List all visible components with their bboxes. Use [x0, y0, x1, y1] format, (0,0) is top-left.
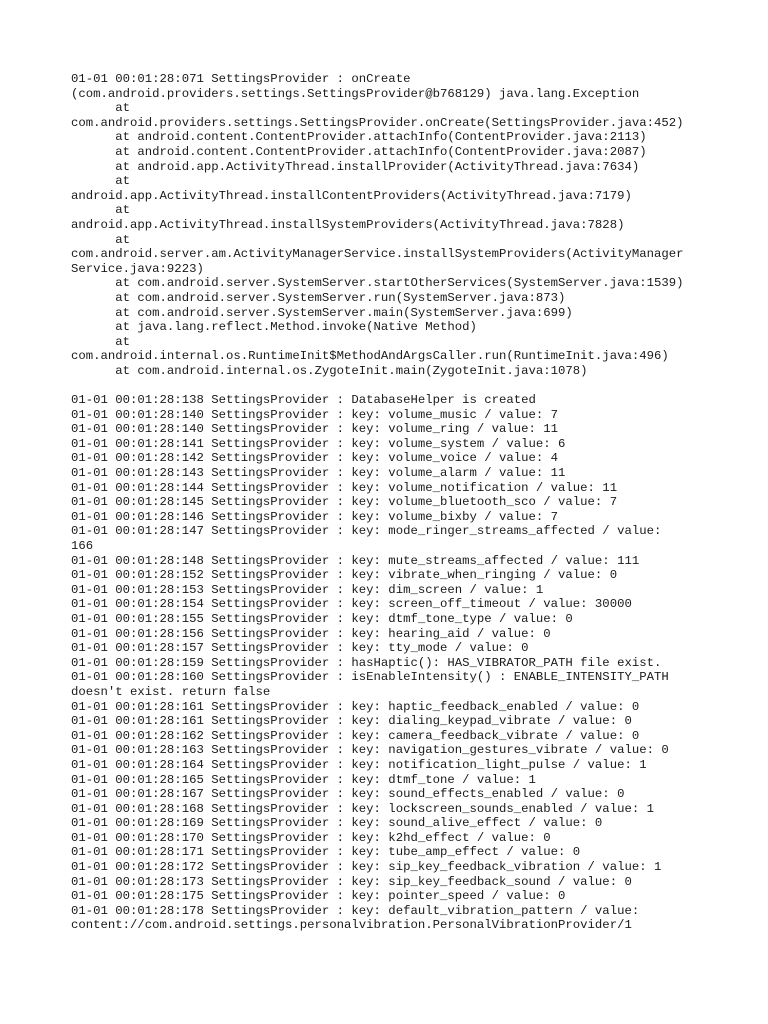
- log-line: 01-01 00:01:28:173 SettingsProvider : key: sip_key_feedback_sound / value: 0: [71, 874, 632, 889]
- log-line: 01-01 00:01:28:146 SettingsProvider : key: volume_bixby / value: 7: [71, 509, 559, 524]
- stack-trace-line: android.app.ActivityThread.installSystemProviders(ActivityThread.java:7828): [71, 217, 625, 232]
- stack-trace-line: com.android.providers.settings.SettingsProvider.onCreate(SettingsProvider.java:452): [71, 115, 684, 130]
- stack-trace-line: 01-01 00:01:28:071 SettingsProvider : onCreate: [71, 72, 411, 86]
- stack-trace-line: com.android.server.am.ActivityManagerService.installSystemProviders(ActivityManager: [71, 247, 684, 262]
- log-line: 01-01 00:01:28:148 SettingsProvider : key: mute_streams_affected / value: 111: [71, 553, 640, 568]
- stack-trace-line: at: [71, 232, 131, 247]
- log-line: 01-01 00:01:28:152 SettingsProvider : key: vibrate_when_ringing / value: 0: [71, 568, 618, 583]
- stack-trace-line: at android.content.ContentProvider.attachInfo(ContentProvider.java:2087): [71, 144, 647, 159]
- stack-trace-line: at com.android.server.SystemServer.run(SystemServer.java:873): [71, 290, 566, 305]
- stack-trace-line: (com.android.providers.settings.SettingsProvider@b768129) java.lang.Exception: [71, 86, 640, 101]
- log-line: 01-01 00:01:28:143 SettingsProvider : key: volume_alarm / value: 11: [71, 466, 566, 481]
- log-line: 01-01 00:01:28:178 SettingsProvider : key: default_vibration_pattern / value:: [71, 903, 640, 918]
- settings-log-entries: [71, 393, 711, 933]
- stack-trace-line: Service.java:9223): [71, 261, 204, 276]
- log-line: 01-01 00:01:28:162 SettingsProvider : key: camera_feedback_vibrate / value: 0: [71, 728, 640, 743]
- stack-trace-line: at com.android.server.SystemServer.main(SystemServer.java:699): [71, 305, 573, 320]
- stack-trace-line: at com.android.internal.os.ZygoteInit.main(ZygoteInit.java:1078): [71, 363, 588, 378]
- stack-trace-line: at android.content.ContentProvider.attachInfo(ContentProvider.java:2113): [71, 130, 647, 145]
- log-line: 01-01 00:01:28:175 SettingsProvider : key: pointer_speed / value: 0: [71, 889, 566, 904]
- log-line: doesn't exist. return false: [71, 684, 271, 699]
- log-line: 01-01 00:01:28:160 SettingsProvider : isEnableIntensity() : ENABLE_INTENSITY_PATH: [71, 670, 669, 685]
- log-line: 01-01 00:01:28:167 SettingsProvider : key: sound_effects_enabled / value: 0: [71, 787, 625, 802]
- stack-trace-line: at com.android.server.SystemServer.startOtherServices(SystemServer.java:1539): [71, 276, 684, 291]
- stack-trace-line: at: [71, 203, 131, 218]
- log-line: 01-01 00:01:28:153 SettingsProvider : key: dim_screen / value: 1: [71, 582, 544, 597]
- exception-stack-trace: [71, 72, 711, 378]
- log-line: 01-01 00:01:28:154 SettingsProvider : key: screen_off_timeout / value: 30000: [71, 597, 632, 612]
- log-line: 01-01 00:01:28:163 SettingsProvider : key: navigation_gestures_vibrate / value: 0: [71, 743, 669, 758]
- stack-trace-line: android.app.ActivityThread.installContentProviders(ActivityThread.java:7179): [71, 188, 632, 203]
- log-line: 01-01 00:01:28:159 SettingsProvider : hasHaptic(): HAS_VIBRATOR_PATH file exist.: [71, 655, 662, 670]
- log-document: [71, 72, 711, 933]
- log-line: 01-01 00:01:28:140 SettingsProvider : key: volume_music / value: 7: [71, 407, 559, 422]
- log-line: 01-01 00:01:28:138 SettingsProvider : DatabaseHelper is created: [71, 393, 536, 408]
- log-line: 01-01 00:01:28:172 SettingsProvider : key: sip_key_feedback_vibration / value: 1: [71, 860, 662, 875]
- blank-line: [71, 378, 711, 393]
- log-line: 01-01 00:01:28:140 SettingsProvider : key: volume_ring / value: 11: [71, 422, 559, 437]
- log-line: content://com.android.settings.personalvibration.PersonalVibrationProvider/1: [71, 918, 632, 933]
- log-line: 01-01 00:01:28:165 SettingsProvider : key: dtmf_tone / value: 1: [71, 772, 536, 787]
- stack-trace-line: at: [71, 334, 131, 349]
- stack-trace-line: com.android.internal.os.RuntimeInit$MethodAndArgsCaller.run(RuntimeInit.java:496): [71, 349, 669, 364]
- log-line: 166: [71, 539, 94, 553]
- log-line: 01-01 00:01:28:161 SettingsProvider : key: haptic_feedback_enabled / value: 0: [71, 699, 640, 714]
- stack-trace-line: at: [71, 174, 131, 189]
- stack-trace-line: at android.app.ActivityThread.installProvider(ActivityThread.java:7634): [71, 159, 640, 174]
- log-line: 01-01 00:01:28:147 SettingsProvider : key: mode_ringer_streams_affected / value:: [71, 524, 662, 539]
- log-line: 01-01 00:01:28:164 SettingsProvider : key: notification_light_pulse / value: 1: [71, 757, 647, 772]
- stack-trace-line: at java.lang.reflect.Method.invoke(Native Method): [71, 320, 477, 335]
- log-line: 01-01 00:01:28:169 SettingsProvider : key: sound_alive_effect / value: 0: [71, 816, 603, 831]
- log-line: 01-01 00:01:28:157 SettingsProvider : key: tty_mode / value: 0: [71, 641, 529, 656]
- log-line: 01-01 00:01:28:161 SettingsProvider : key: dialing_keypad_vibrate / value: 0: [71, 714, 632, 729]
- log-line: 01-01 00:01:28:171 SettingsProvider : key: tube_amp_effect / value: 0: [71, 845, 581, 860]
- log-line: 01-01 00:01:28:145 SettingsProvider : key: volume_bluetooth_sco / value: 7: [71, 495, 618, 510]
- log-line: 01-01 00:01:28:156 SettingsProvider : key: hearing_aid / value: 0: [71, 626, 551, 641]
- log-line: 01-01 00:01:28:170 SettingsProvider : key: k2hd_effect / value: 0: [71, 830, 551, 845]
- log-line: 01-01 00:01:28:168 SettingsProvider : key: lockscreen_sounds_enabled / value: 1: [71, 801, 654, 816]
- log-line: 01-01 00:01:28:141 SettingsProvider : key: volume_system / value: 6: [71, 436, 566, 451]
- log-line: 01-01 00:01:28:142 SettingsProvider : key: volume_voice / value: 4: [71, 451, 559, 466]
- stack-trace-line: at: [71, 101, 131, 116]
- log-line: 01-01 00:01:28:155 SettingsProvider : key: dtmf_tone_type / value: 0: [71, 611, 573, 626]
- log-line: 01-01 00:01:28:144 SettingsProvider : key: volume_notification / value: 11: [71, 480, 618, 495]
